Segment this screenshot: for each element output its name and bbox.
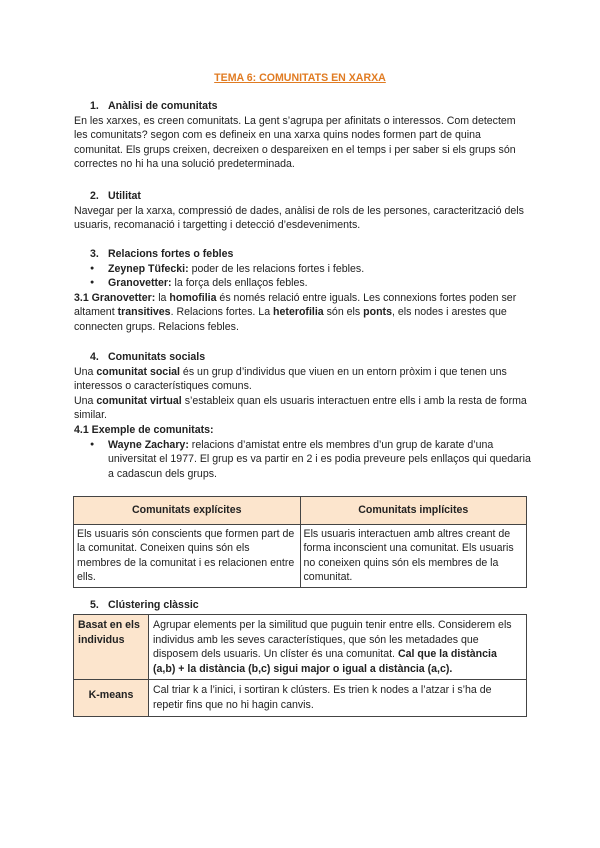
section-heading xyxy=(74,99,532,114)
table-header: Comunitats explícites xyxy=(74,497,301,525)
table-row xyxy=(74,680,527,716)
definition-virtual xyxy=(74,394,532,423)
section-text: En les xarxes, es creen comunitats. La gent s’agrupa per afinitats o interessos. Com detectem les comunitats? segon com es defineix en una xarxa quins nodes formen part de quina comunitat. Els grups creixen, decreixen o despareixen en el temps i per saber si els grups són correctes no hi ha una solució predeterminada. xyxy=(74,114,516,171)
section-utilitat xyxy=(74,189,532,233)
text-run: són els xyxy=(323,306,364,319)
term-heterofilia: heterofilia xyxy=(273,306,324,319)
bold-text: Cal que la distància (a,b) + la distància (b,c) sigui major o igual a distància (a,c). xyxy=(153,648,497,675)
section-comunitats-socials xyxy=(74,350,532,481)
section-title: Relacions fortes o febles xyxy=(108,248,234,260)
bullet-name: Zeynep Tüfecki: xyxy=(108,262,189,275)
text-run: és només relació entre iguals. Les connexions fortes poden ser altament xyxy=(74,291,517,319)
section-text: Navegar per la xarxa, compressió de dades, anàlisi de rols de les persones, caracterització dels usuaris, recomanació i targetting i detecció d’esdeveniments. xyxy=(74,204,524,232)
section-number: 5. xyxy=(90,599,99,611)
row-label: Basat en els individus xyxy=(74,615,149,680)
section-relacions xyxy=(74,247,532,335)
table-cell xyxy=(149,615,527,680)
text-run: Una xyxy=(74,394,97,407)
section-title: Anàlisi de comunitats xyxy=(108,100,218,112)
bullet-text: relacions d’amistat entre els membres d’un grup de karate d’una universitat el 1977. El grup es va partir en 2 i es podia preveure pels enllaços qui quedaria a cadascun dels grups. xyxy=(108,438,531,480)
list-item xyxy=(74,438,532,482)
section-number: 2. xyxy=(90,190,99,202)
bullet-name: Granovetter: xyxy=(108,277,172,290)
text-run: , els nodes i arestes que connecten grups. Relacions febles. xyxy=(74,306,507,333)
page-title: TEMA 6: COMUNITATS EN XARXA xyxy=(214,72,386,84)
section-title: Clústering clàssic xyxy=(108,599,199,611)
text-run: és un grup d’individus que viuen en un entorn pròxim i que tenen uns interessos o característiques comuns. xyxy=(74,365,507,393)
paragraph-label: 3.1 Granovetter: xyxy=(74,291,156,304)
text-run: s’estableix quan els usuaris interactuen entre ells i amb la resta de forma similar. xyxy=(74,394,527,422)
section-heading xyxy=(74,189,532,204)
granovetter-paragraph xyxy=(74,291,532,335)
section-clustering xyxy=(74,598,532,613)
term-transitives: transitives xyxy=(117,306,171,319)
section-title: Utilitat xyxy=(108,190,141,202)
term-comunitat-social: comunitat social xyxy=(96,365,180,378)
list-item xyxy=(74,262,532,277)
bullet-text: poder de les relacions fortes i febles. xyxy=(188,262,365,275)
text-run: Una xyxy=(74,365,97,378)
section-title: Comunitats socials xyxy=(108,351,206,363)
term-ponts: ponts xyxy=(363,306,392,319)
table-header-row xyxy=(74,497,527,525)
text-run: la xyxy=(155,291,170,304)
section-heading xyxy=(74,598,532,613)
section-number: 3. xyxy=(90,248,99,260)
term-comunitat-virtual: comunitat virtual xyxy=(96,394,182,407)
term-homofilia: homofilia xyxy=(169,291,217,304)
subsection-heading: 4.1 Exemple de comunitats: xyxy=(74,423,214,436)
table-cell: Els usuaris són conscients que formen part de la comunitat. Coneixen quins són els membres de la comunitat i es relacionen entre ells. xyxy=(74,524,301,587)
table-row xyxy=(74,615,527,680)
text-run: Agrupar elements per la similitud que puguin tenir entre ells. Considerem els individus amb les seves característiques, que són les metadades que disposem dels usuaris. Un clíster és una comunitat. xyxy=(153,619,512,661)
list-item xyxy=(74,276,532,291)
table-row xyxy=(74,524,527,587)
section-number: 1. xyxy=(90,100,99,112)
clustering-table xyxy=(73,614,527,717)
text-run: . Relacions fortes. La xyxy=(170,306,274,319)
section-heading xyxy=(74,350,532,365)
table-cell: Cal triar k a l’inici, i sortiran k clústers. Es trien k nodes a l’atzar i s’ha de repetir fins que no hi hagin canvis. xyxy=(149,680,527,716)
section-analisi xyxy=(74,99,532,172)
definition-social xyxy=(74,365,532,394)
table-header: Comunitats implícites xyxy=(300,497,527,525)
table-cell: Els usuaris interactuen amb altres creant de forma inconscient una comunitat. Els usuaris no coneixen quins són els membres de la comunitat. xyxy=(300,524,527,587)
section-number: 4. xyxy=(90,351,99,363)
bullet-text: la força dels enllaços febles. xyxy=(171,277,308,290)
section-heading xyxy=(74,247,532,262)
row-label: K-means xyxy=(74,680,149,716)
bullet-name: Wayne Zachary: xyxy=(108,438,189,451)
communities-table xyxy=(73,496,527,588)
